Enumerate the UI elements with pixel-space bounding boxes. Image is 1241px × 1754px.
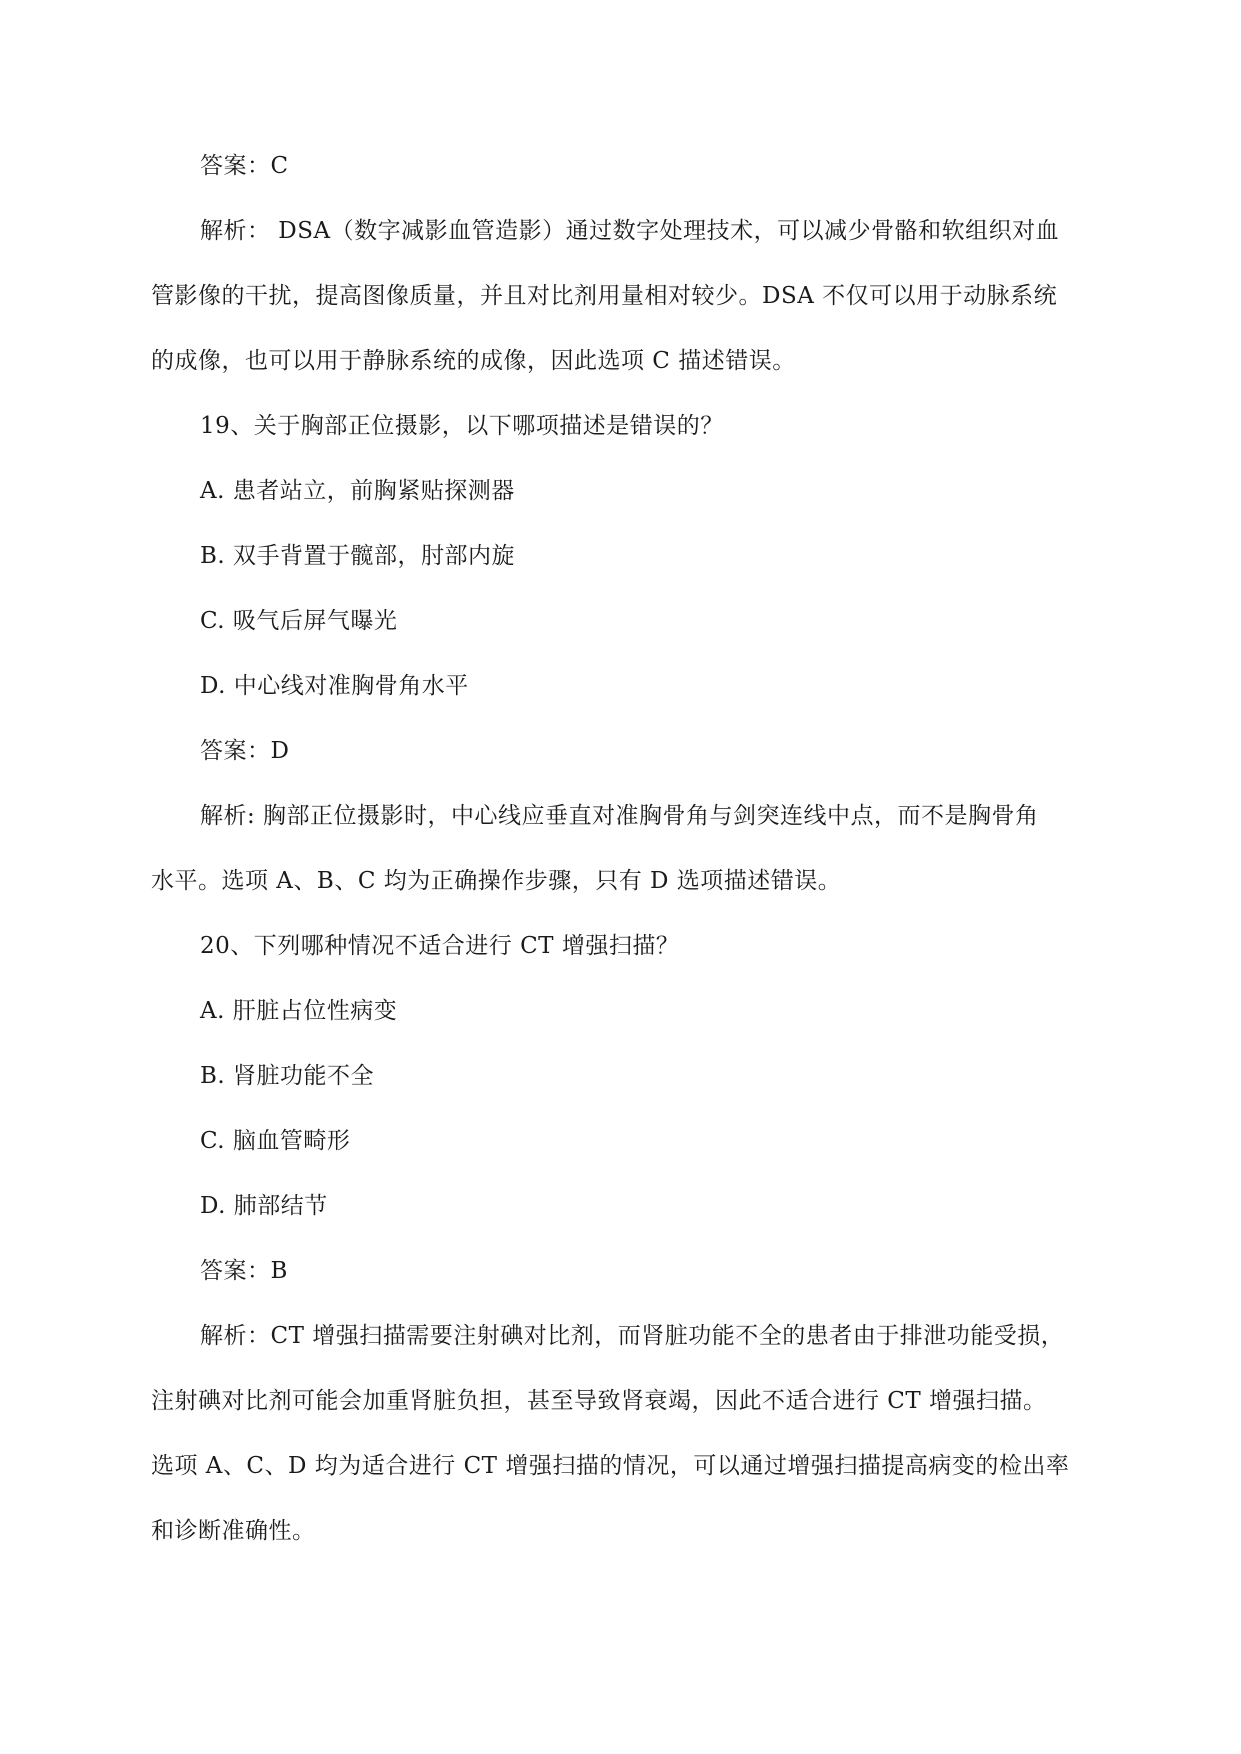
q19-option-d: D. 中心线对准胸骨角水平 (200, 673, 469, 699)
q19-option-b: B. 双手背置于髋部，肘部内旋 (200, 543, 516, 569)
q19-question: 19、关于胸部正位摄影，以下哪项描述是错误的？ (200, 413, 724, 439)
q19-explanation-line-2: 水平。选项 A、B、C 均为正确操作步骤，只有 D 选项描述错误。 (151, 868, 842, 894)
q18-explanation-line-1: 解析： DSA（数字减影血管造影）通过数字处理技术，可以减少骨骼和软组织对血 (200, 218, 1060, 244)
q18-explanation-line-2: 管影像的干扰，提高图像质量，并且对比剂用量相对较少。DSA 不仅可以用于动脉系统 (151, 283, 1058, 309)
q19-explanation-line-1: 解析: 胸部正位摄影时，中心线应垂直对准胸骨角与剑突连线中点，而不是胸骨角 (200, 803, 1039, 829)
q20-explanation-line-2: 注射碘对比剂可能会加重肾脏负担，甚至导致肾衰竭，因此不适合进行 CT 增强扫描。 (151, 1388, 1047, 1414)
q20-option-a: A. 肝脏占位性病变 (200, 998, 398, 1024)
q18-explanation-line-3: 的成像，也可以用于静脉系统的成像，因此选项 C 描述错误。 (151, 348, 796, 374)
q20-answer: 答案：B (200, 1258, 288, 1284)
q20-option-b: B. 肾脏功能不全 (200, 1063, 375, 1089)
q19-option-a: A. 患者站立，前胸紧贴探测器 (200, 478, 515, 504)
q20-option-d: D. 肺部结节 (200, 1193, 328, 1219)
q19-answer: 答案：D (200, 738, 290, 764)
q18-answer: 答案：C (200, 153, 289, 179)
q20-explanation-line-1: 解析：CT 增强扫描需要注射碘对比剂，而肾脏功能不全的患者由于排泄功能受损， (200, 1323, 1065, 1349)
q20-explanation-line-4: 和诊断准确性。 (151, 1518, 316, 1544)
q19-option-c: C. 吸气后屏气曝光 (200, 608, 398, 634)
q20-option-c: C. 脑血管畸形 (200, 1128, 351, 1154)
q20-explanation-line-3: 选项 A、C、D 均为适合进行 CT 增强扫描的情况，可以通过增强扫描提高病变的检出率 (151, 1453, 1070, 1479)
q20-question: 20、下列哪种情况不适合进行 CT 增强扫描？ (200, 933, 680, 959)
